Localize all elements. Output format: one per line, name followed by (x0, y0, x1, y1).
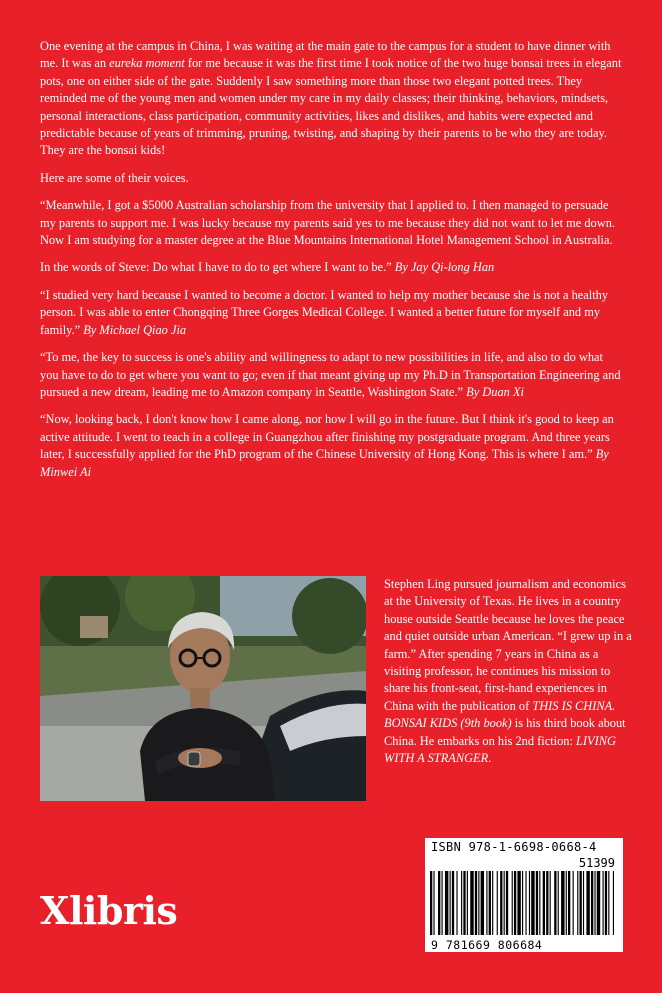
book-title: LIVING WITH A STRANGER (384, 733, 616, 766)
barcode-bar (486, 871, 487, 935)
barcode-bar (583, 871, 584, 935)
quote-paragraph: In the words of Steve: Do what I have to do to get where I want to be.” By Jay Qi-long Han (40, 260, 495, 275)
author-photo-illustration (40, 576, 366, 801)
barcode-bar (514, 871, 516, 935)
barcode-bar (529, 871, 530, 935)
barcode-bar (442, 871, 443, 935)
barcode-bar (539, 871, 540, 935)
barcode-bar (605, 871, 607, 935)
barcode-bar (497, 871, 498, 935)
quote-paragraph: “Now, looking back, I don't know how I came along, nor how I will go in the future. But I think it's good to keep an active attitude. I went to teach in a college in Guangzhou after finishing my postgraduate program. And three years later, I successfully applied for the PhD program of the Chinese University of Hong Kong. This is where I am.” By Minwei Ai (40, 412, 614, 479)
barcode-bar (546, 871, 548, 935)
barcode-bar (452, 871, 454, 935)
barcode-bar (489, 871, 491, 935)
barcode-bar (525, 871, 526, 935)
barcode-bar (467, 871, 468, 935)
barcode-bar (430, 871, 432, 935)
quote-attribution: By Jay Qi-long Han (394, 260, 495, 275)
barcode-bar (500, 871, 502, 935)
barcode-bar (475, 871, 477, 935)
barcode-bar (506, 871, 508, 935)
barcode-bar (573, 871, 574, 935)
barcode-bar (597, 871, 600, 935)
quote-paragraph: “Meanwhile, I got a $5000 Australian scholarship from the university that I applied to. I then managed to persuade my parents to support me. I was lucky because my parents said yes to me because they did not want to let me down. Now I am studying for a master degree at the Blue Mountains International Hotel Management School in Australia. (40, 198, 615, 248)
barcode-bar (512, 871, 513, 935)
barcode-bar (550, 871, 551, 935)
barcode-bar (566, 871, 567, 935)
publisher-logo: Xlibris (40, 888, 178, 933)
barcode-bar (568, 871, 570, 935)
isbn-number: ISBN 978-1-6698-0668-4 (431, 840, 597, 854)
barcode-bar (504, 871, 505, 935)
voices-intro: Here are some of their voices. (40, 170, 189, 185)
isbn-barcode (425, 838, 623, 952)
quote-paragraph: “To me, the key to success is one's ability and willingness to adapt to new possibilities in life, and also to do what you have to do to get where you want to go; even if that meant giving up my Ph.D in Transportation Engineering and pursued a new dream, leading me to Amazon company in Seattle, Washington State.” By Duan Xi (40, 350, 621, 399)
barcode-bar (594, 871, 595, 935)
barcode-bar (461, 871, 462, 935)
quote-attribution: By Minwei Ai (40, 447, 609, 479)
author-bio: Stephen Ling pursued journalism and economics at the University of Texas. He lives in a country house outside Seattle because he loves the peace and quiet outside urban American. “I grew up in a farm.” After spending 7 years in China as a visiting professor, he continues his mission to share his front-seat, first-hand experiences in China with the publication of THIS IS CHINA. BONSAI KIDS (9th book) is his third book about China. He embarks on his 2nd fiction: LIVING WITH A STRANGER. (384, 577, 632, 766)
barcode-bar (492, 871, 493, 935)
barcode-bar (554, 871, 556, 935)
barcode-bar (463, 871, 465, 935)
barcode-bar (481, 871, 484, 935)
barcode-bar (561, 871, 564, 935)
price-code: 51399 (578, 856, 615, 870)
barcode-bar (470, 871, 473, 935)
barcode-bar (445, 871, 448, 935)
intro-paragraph: One evening at the campus in China, I was waiting at the main gate to the campus for a student to have dinner with me. It was an eureka moment for me because it was the first time I took notice of the two huge bonsai trees in elegant pots, one on either side of the gate. Suddenly I saw something more than those two elegant potted trees. They reminded me of the young men and women under my care in my daily classes; their thinking, behaviors, mindsets, personal interactions, class participation, community activities, likes and dislikes, and habits were expected and predictable because of years of trimming, pruning, twisting, and shaping by their parents to be who they are today. They are the bonsai kids! (40, 39, 622, 158)
barcode-bar (603, 871, 604, 935)
barcode-bar (613, 871, 614, 935)
barcode-digits: 9 781669 806684 (431, 938, 543, 952)
barcode-bar (580, 871, 582, 935)
barcode-bar (456, 871, 457, 935)
barcode-bar (586, 871, 589, 935)
barcode-bar (517, 871, 520, 935)
barcode-bars (430, 871, 618, 935)
barcode-bar (478, 871, 479, 935)
barcode-bar (591, 871, 593, 935)
barcode-bar (438, 871, 440, 935)
barcode-bar (543, 871, 545, 935)
barcode-bar (531, 871, 534, 935)
book-title: THIS IS CHINA. BONSAI KIDS (9th book) (384, 698, 616, 731)
barcode-bar (558, 871, 559, 935)
barcode-bar (433, 871, 434, 935)
barcode-bar (450, 871, 451, 935)
back-cover-text (40, 38, 622, 491)
author-photo (40, 576, 366, 801)
barcode-bar (608, 871, 609, 935)
barcode-bar (536, 871, 538, 935)
quote-attribution: By Duan Xi (466, 384, 524, 399)
quote-attribution: By Michael Qiao Jia (83, 322, 187, 337)
barcode-bar (577, 871, 578, 935)
quote-paragraph: “I studied very hard because I wanted to become a doctor. I wanted to help my mother because she is not a healthy person. I was able to enter Chongqing Three Gorges Medical College. I wanted a better future for myself and my family.” By Michael Qiao Jia (40, 287, 609, 337)
barcode-bar (522, 871, 523, 935)
